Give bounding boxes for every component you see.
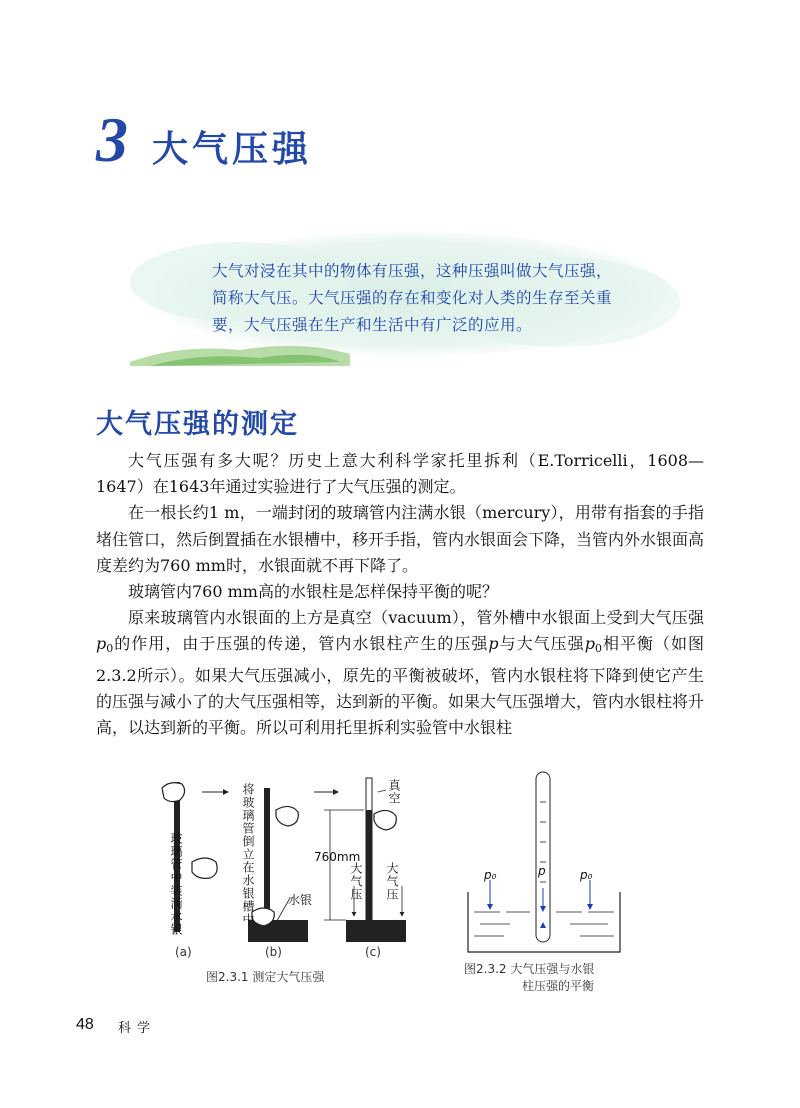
intro-text — [212, 258, 612, 339]
text-run: 与大气压强 — [498, 634, 585, 654]
label-p0-left: p₀ — [484, 868, 497, 882]
label-vacuum: 真空 — [387, 779, 401, 805]
sub-label-b: (b) — [265, 945, 282, 959]
label-invert-tube: 将玻璃管倒立在水银槽中 — [241, 783, 255, 926]
symbol-p: p — [488, 634, 499, 654]
symbol-p: p — [584, 634, 595, 654]
figure-pressure-balance — [460, 762, 630, 962]
sub-label-c: (c) — [365, 945, 381, 959]
text-run: 的作用，由于压强的传递，管内水银柱产生的压强 — [113, 634, 489, 654]
section-title: 大气压强的测定 — [96, 409, 299, 440]
label-760mm: 760mm — [314, 850, 361, 864]
body-text — [96, 448, 704, 741]
paragraph: 玻璃管内760 mm高的水银柱是怎样保持平衡的呢？ — [128, 582, 498, 602]
text-run: 相平衡（如图2.3.2所示）。如果大气压强减小，原先的平衡被破坏，管内水银柱将下降到使它产生的压强与减小了的大气压强相等，达到新的平衡。如果大气压强增大，管内水银柱将升高，以达到新的平衡。所以可利用托里拆利实验管中水银柱 — [96, 634, 705, 738]
chapter-number: 3 — [96, 104, 128, 175]
intro-line: 简称大气压。大气压强的存在和变化对人类的生存至关重 — [212, 289, 613, 307]
paragraph: 大气压强有多大呢？历史上意大利科学家托里拆利（E.Torricelli，1608—1647）在1643年通过实验进行了大气压强的测定。 — [96, 451, 704, 497]
chapter-title: 大气压强 — [152, 129, 313, 170]
intro-line: 要，大气压强在生产和生活中有广泛的应用。 — [212, 316, 533, 334]
paragraph — [96, 605, 704, 741]
figure2-caption-line1: 图2.3.2 大气压强与水银 — [464, 962, 595, 976]
book-title: 科学 — [118, 1021, 157, 1036]
label-atmosphere-left: 大气压 — [349, 862, 363, 901]
label-fill-tube: 玻璃管中装满水银 — [169, 832, 183, 936]
page-number: 48 — [76, 1016, 94, 1033]
subscript: 0 — [594, 642, 602, 656]
symbol-p: p — [96, 634, 107, 654]
subscript: 0 — [106, 642, 114, 656]
paragraph: 在一根长约1 m，一端封闭的玻璃管内注满水银（mercury），用带有指套的手指堵住管口，然后倒置插在水银槽中，移开手指，管内水银面会下降，当管内外水银面高度差约为760 mm时，水银面就不再下降了。 — [96, 503, 705, 575]
sub-label-a: (a) — [175, 945, 192, 959]
figure1-caption: 图2.3.1 测定大气压强 — [206, 970, 325, 984]
label-p0-right: p₀ — [580, 868, 593, 882]
label-p-center: p — [538, 864, 546, 878]
label-atmosphere-right: 大气压 — [385, 862, 399, 901]
text-run: 原来玻璃管内水银面的上方是真空（vacuum），管外槽中水银面上受到大气压强 — [128, 608, 704, 628]
intro-line: 大气对浸在其中的物体有压强，这种压强叫做大气压强， — [212, 262, 613, 280]
label-mercury: 水银 — [288, 893, 313, 907]
figure2-caption-line2: 柱压强的平衡 — [522, 979, 595, 993]
panel-b — [248, 788, 308, 942]
